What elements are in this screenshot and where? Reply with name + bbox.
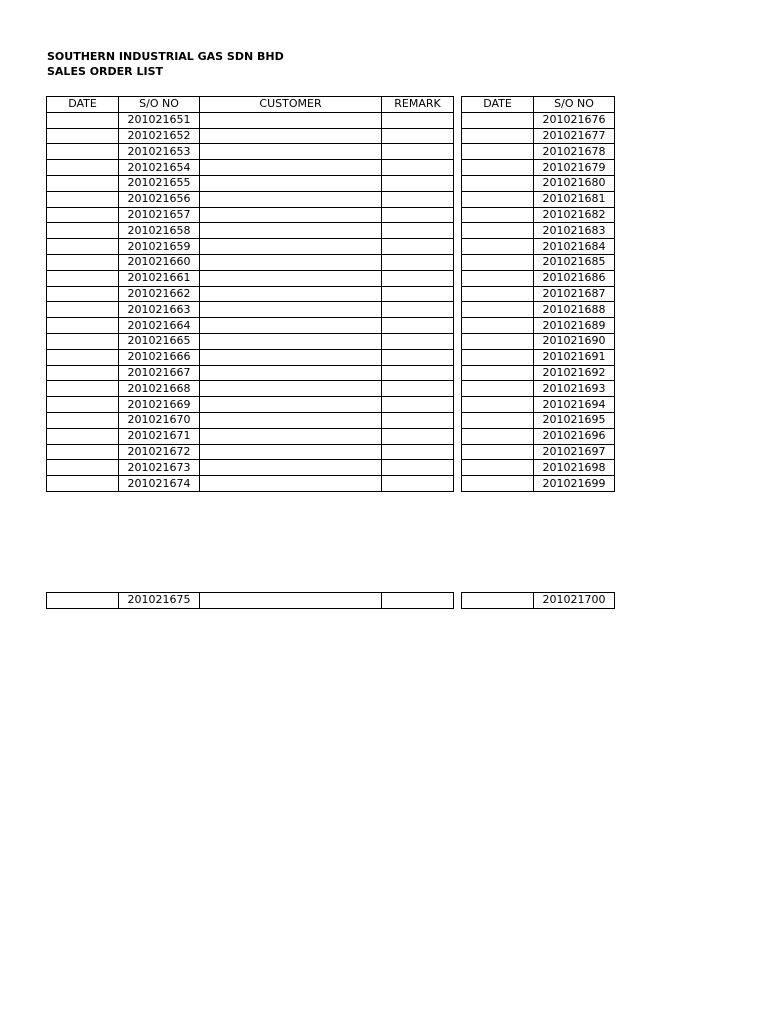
column-header-date: DATE (47, 97, 119, 113)
customer-cell (200, 191, 382, 207)
so-number-cell: 201021698 (534, 460, 615, 476)
table-row (47, 128, 454, 144)
so-number-cell: 201021679 (534, 160, 615, 176)
date-cell (47, 160, 119, 176)
so-number-cell: 201021682 (534, 207, 615, 223)
customer-cell (200, 175, 382, 191)
date-cell (47, 239, 119, 255)
remark-cell (382, 365, 454, 381)
date-cell (462, 302, 534, 318)
table-row (462, 476, 615, 492)
date-cell (462, 365, 534, 381)
table-row (47, 444, 454, 460)
table-row (47, 318, 454, 334)
so-number-cell: 201021668 (119, 381, 200, 397)
customer-cell (200, 333, 382, 349)
so-number-cell: 201021700 (534, 593, 615, 609)
so-number-cell: 201021670 (119, 412, 200, 428)
so-number-cell: 201021697 (534, 444, 615, 460)
table-row (462, 397, 615, 413)
table-row (462, 444, 615, 460)
so-number-cell: 201021658 (119, 223, 200, 239)
date-cell (462, 223, 534, 239)
table-header-row (462, 97, 615, 113)
customer-cell (200, 207, 382, 223)
table-row (462, 144, 615, 160)
date-cell (47, 286, 119, 302)
company-name: SOUTHERN INDUSTRIAL GAS SDN BHD (47, 50, 284, 63)
table-row (462, 428, 615, 444)
customer-cell (200, 460, 382, 476)
remark-cell (382, 160, 454, 176)
date-cell (462, 175, 534, 191)
date-cell (462, 593, 534, 609)
remark-cell (382, 460, 454, 476)
customer-cell (200, 412, 382, 428)
so-number-cell: 201021684 (534, 239, 615, 255)
table-row (47, 460, 454, 476)
date-cell (47, 223, 119, 239)
date-cell (47, 318, 119, 334)
sales-order-table-right (461, 96, 615, 492)
table-row (462, 460, 615, 476)
table-row (462, 223, 615, 239)
date-cell (47, 381, 119, 397)
so-number-cell: 201021666 (119, 349, 200, 365)
remark-cell (382, 270, 454, 286)
date-cell (47, 444, 119, 460)
remark-cell (382, 318, 454, 334)
date-cell (462, 191, 534, 207)
date-cell (47, 397, 119, 413)
so-number-cell: 201021676 (534, 112, 615, 128)
date-cell (47, 270, 119, 286)
so-number-cell: 201021675 (119, 593, 200, 609)
customer-cell (200, 128, 382, 144)
so-number-cell: 201021680 (534, 175, 615, 191)
customer-cell (200, 428, 382, 444)
table-row (47, 144, 454, 160)
table-row (462, 191, 615, 207)
so-number-cell: 201021683 (534, 223, 615, 239)
remark-cell (382, 412, 454, 428)
date-cell (462, 270, 534, 286)
table-row (47, 593, 454, 609)
sales-order-extra-row-right (461, 592, 615, 609)
date-cell (47, 349, 119, 365)
table-row (462, 270, 615, 286)
so-number-cell: 201021655 (119, 175, 200, 191)
customer-cell (200, 365, 382, 381)
so-number-cell: 201021695 (534, 412, 615, 428)
date-cell (462, 239, 534, 255)
so-number-cell: 201021664 (119, 318, 200, 334)
remark-cell (382, 223, 454, 239)
table-row (462, 302, 615, 318)
customer-cell (200, 397, 382, 413)
so-number-cell: 201021651 (119, 112, 200, 128)
date-cell (47, 254, 119, 270)
date-cell (47, 112, 119, 128)
so-number-cell: 201021674 (119, 476, 200, 492)
so-number-cell: 201021654 (119, 160, 200, 176)
date-cell (462, 460, 534, 476)
table-row (47, 365, 454, 381)
remark-cell (382, 476, 454, 492)
so-number-cell: 201021661 (119, 270, 200, 286)
column-header-so-no: S/O NO (534, 97, 615, 113)
so-number-cell: 201021656 (119, 191, 200, 207)
table-row (47, 239, 454, 255)
table-row (47, 333, 454, 349)
date-cell (462, 286, 534, 302)
date-cell (462, 349, 534, 365)
date-cell (47, 333, 119, 349)
table-row (47, 223, 454, 239)
customer-cell (200, 270, 382, 286)
so-number-cell: 201021660 (119, 254, 200, 270)
customer-cell (200, 593, 382, 609)
table-row (47, 381, 454, 397)
column-header-remark: REMARK (382, 97, 454, 113)
remark-cell (382, 444, 454, 460)
so-number-cell: 201021692 (534, 365, 615, 381)
remark-cell (382, 349, 454, 365)
remark-cell (382, 207, 454, 223)
remark-cell (382, 397, 454, 413)
so-number-cell: 201021699 (534, 476, 615, 492)
date-cell (462, 318, 534, 334)
so-number-cell: 201021696 (534, 428, 615, 444)
so-number-cell: 201021665 (119, 333, 200, 349)
so-number-cell: 201021688 (534, 302, 615, 318)
table-row (47, 349, 454, 365)
customer-cell (200, 318, 382, 334)
so-number-cell: 201021667 (119, 365, 200, 381)
date-cell (47, 476, 119, 492)
date-cell (462, 144, 534, 160)
table-row (462, 365, 615, 381)
table-row (47, 286, 454, 302)
table-row (462, 381, 615, 397)
date-cell (462, 207, 534, 223)
date-cell (462, 254, 534, 270)
remark-cell (382, 144, 454, 160)
customer-cell (200, 381, 382, 397)
customer-cell (200, 302, 382, 318)
so-number-cell: 201021657 (119, 207, 200, 223)
date-cell (462, 333, 534, 349)
date-cell (47, 191, 119, 207)
so-number-cell: 201021672 (119, 444, 200, 460)
so-number-cell: 201021671 (119, 428, 200, 444)
so-number-cell: 201021681 (534, 191, 615, 207)
date-cell (462, 397, 534, 413)
so-number-cell: 201021669 (119, 397, 200, 413)
table-row (47, 412, 454, 428)
remark-cell (382, 112, 454, 128)
table-row (462, 207, 615, 223)
table-row (462, 412, 615, 428)
customer-cell (200, 160, 382, 176)
table-row (47, 112, 454, 128)
date-cell (462, 381, 534, 397)
sales-order-table-left (46, 96, 454, 492)
table-row (462, 175, 615, 191)
date-cell (47, 365, 119, 381)
table-row (47, 175, 454, 191)
date-cell (47, 428, 119, 444)
date-cell (462, 476, 534, 492)
remark-cell (382, 286, 454, 302)
so-number-cell: 201021662 (119, 286, 200, 302)
date-cell (462, 112, 534, 128)
so-number-cell: 201021652 (119, 128, 200, 144)
table-row (462, 254, 615, 270)
remark-cell (382, 381, 454, 397)
date-cell (47, 460, 119, 476)
so-number-cell: 201021694 (534, 397, 615, 413)
table-row (462, 318, 615, 334)
so-number-cell: 201021659 (119, 239, 200, 255)
date-cell (47, 207, 119, 223)
remark-cell (382, 191, 454, 207)
so-number-cell: 201021686 (534, 270, 615, 286)
so-number-cell: 201021690 (534, 333, 615, 349)
customer-cell (200, 144, 382, 160)
customer-cell (200, 239, 382, 255)
table-row (462, 128, 615, 144)
date-cell (47, 175, 119, 191)
table-row (47, 302, 454, 318)
date-cell (47, 302, 119, 318)
table-row (47, 397, 454, 413)
remark-cell (382, 302, 454, 318)
table-row (47, 428, 454, 444)
table-row (47, 270, 454, 286)
date-cell (47, 593, 119, 609)
date-cell (462, 428, 534, 444)
sales-order-extra-row-left (46, 592, 454, 609)
table-row (462, 286, 615, 302)
table-row (47, 254, 454, 270)
customer-cell (200, 444, 382, 460)
so-number-cell: 201021687 (534, 286, 615, 302)
so-number-cell: 201021685 (534, 254, 615, 270)
remark-cell (382, 333, 454, 349)
so-number-cell: 201021673 (119, 460, 200, 476)
so-number-cell: 201021689 (534, 318, 615, 334)
customer-cell (200, 349, 382, 365)
table-row (462, 239, 615, 255)
date-cell (462, 412, 534, 428)
date-cell (47, 412, 119, 428)
column-header-date: DATE (462, 97, 534, 113)
document-title: SALES ORDER LIST (47, 65, 164, 78)
date-cell (47, 144, 119, 160)
table-row (47, 476, 454, 492)
so-number-cell: 201021691 (534, 349, 615, 365)
customer-cell (200, 223, 382, 239)
table-row (462, 349, 615, 365)
table-row (47, 160, 454, 176)
date-cell (462, 444, 534, 460)
customer-cell (200, 476, 382, 492)
table-header-row (47, 97, 454, 113)
date-cell (47, 128, 119, 144)
date-cell (462, 160, 534, 176)
remark-cell (382, 593, 454, 609)
so-number-cell: 201021693 (534, 381, 615, 397)
column-header-so-no: S/O NO (119, 97, 200, 113)
date-cell (462, 128, 534, 144)
so-number-cell: 201021663 (119, 302, 200, 318)
table-row (462, 160, 615, 176)
remark-cell (382, 239, 454, 255)
table-row (462, 593, 615, 609)
remark-cell (382, 428, 454, 444)
table-row (47, 207, 454, 223)
customer-cell (200, 254, 382, 270)
remark-cell (382, 254, 454, 270)
so-number-cell: 201021653 (119, 144, 200, 160)
column-header-customer: CUSTOMER (200, 97, 382, 113)
customer-cell (200, 286, 382, 302)
so-number-cell: 201021677 (534, 128, 615, 144)
table-row (462, 333, 615, 349)
customer-cell (200, 112, 382, 128)
remark-cell (382, 175, 454, 191)
remark-cell (382, 128, 454, 144)
table-row (462, 112, 615, 128)
table-row (47, 191, 454, 207)
so-number-cell: 201021678 (534, 144, 615, 160)
